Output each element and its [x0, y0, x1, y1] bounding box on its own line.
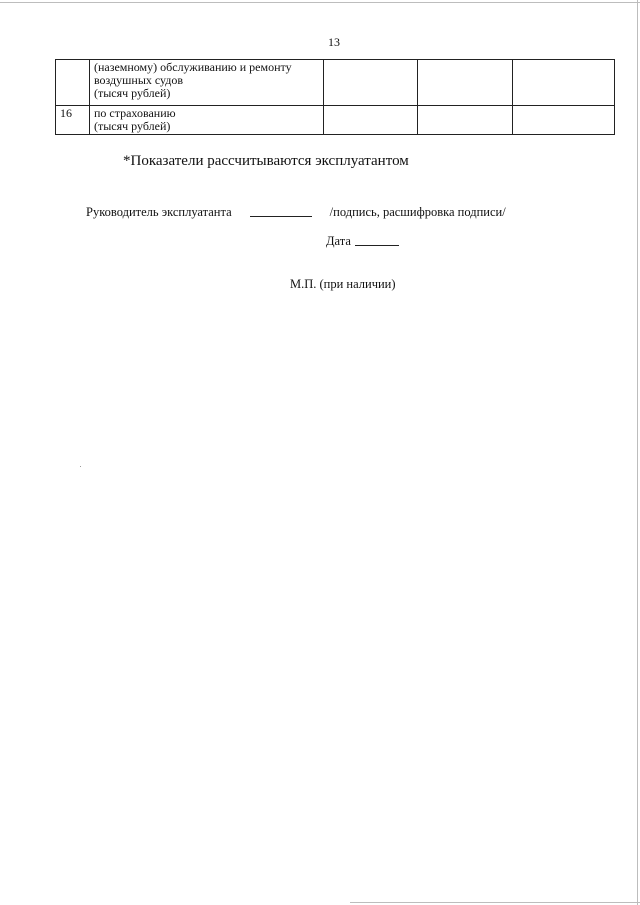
date-blank-line: [355, 245, 399, 246]
footnote: *Показатели рассчитываются эксплуатантом: [123, 153, 409, 169]
value-cell: [513, 106, 615, 135]
signature-note: /подпись, расшифровка подписи/: [329, 205, 506, 219]
value-cell: [323, 60, 417, 106]
page-border-right: [637, 0, 638, 905]
signature-label: Руководитель эксплуатанта: [86, 205, 232, 219]
value-cell: [417, 60, 513, 106]
row-name-cell: [89, 60, 323, 106]
date-label: Дата: [326, 234, 351, 248]
row-number-cell: [56, 60, 90, 106]
row-name-line: (тысяч рублей): [93, 86, 171, 100]
row-name-line: воздушных судов: [93, 73, 184, 87]
stamp-note: М.П. (при наличии): [290, 277, 396, 291]
table-row: [56, 60, 615, 106]
row-name-line: по страхованию: [93, 106, 176, 120]
date-row: [326, 234, 399, 249]
signature-blank-line: [250, 216, 312, 217]
page-number: 13: [328, 35, 340, 49]
row-name-line: (наземному) обслуживанию и ремонту: [93, 60, 292, 74]
row-name-line: (тысяч рублей): [93, 119, 171, 133]
page-border-bottom: [350, 902, 640, 903]
scan-speck: [80, 466, 81, 467]
page-border-top: [0, 2, 640, 3]
row-number-cell: 16: [56, 106, 90, 135]
row-name-cell: [89, 106, 323, 135]
table-row: [56, 106, 615, 135]
signature-row: [86, 205, 506, 220]
value-cell: [417, 106, 513, 135]
value-cell: [323, 106, 417, 135]
indicators-table: [55, 59, 615, 135]
value-cell: [513, 60, 615, 106]
